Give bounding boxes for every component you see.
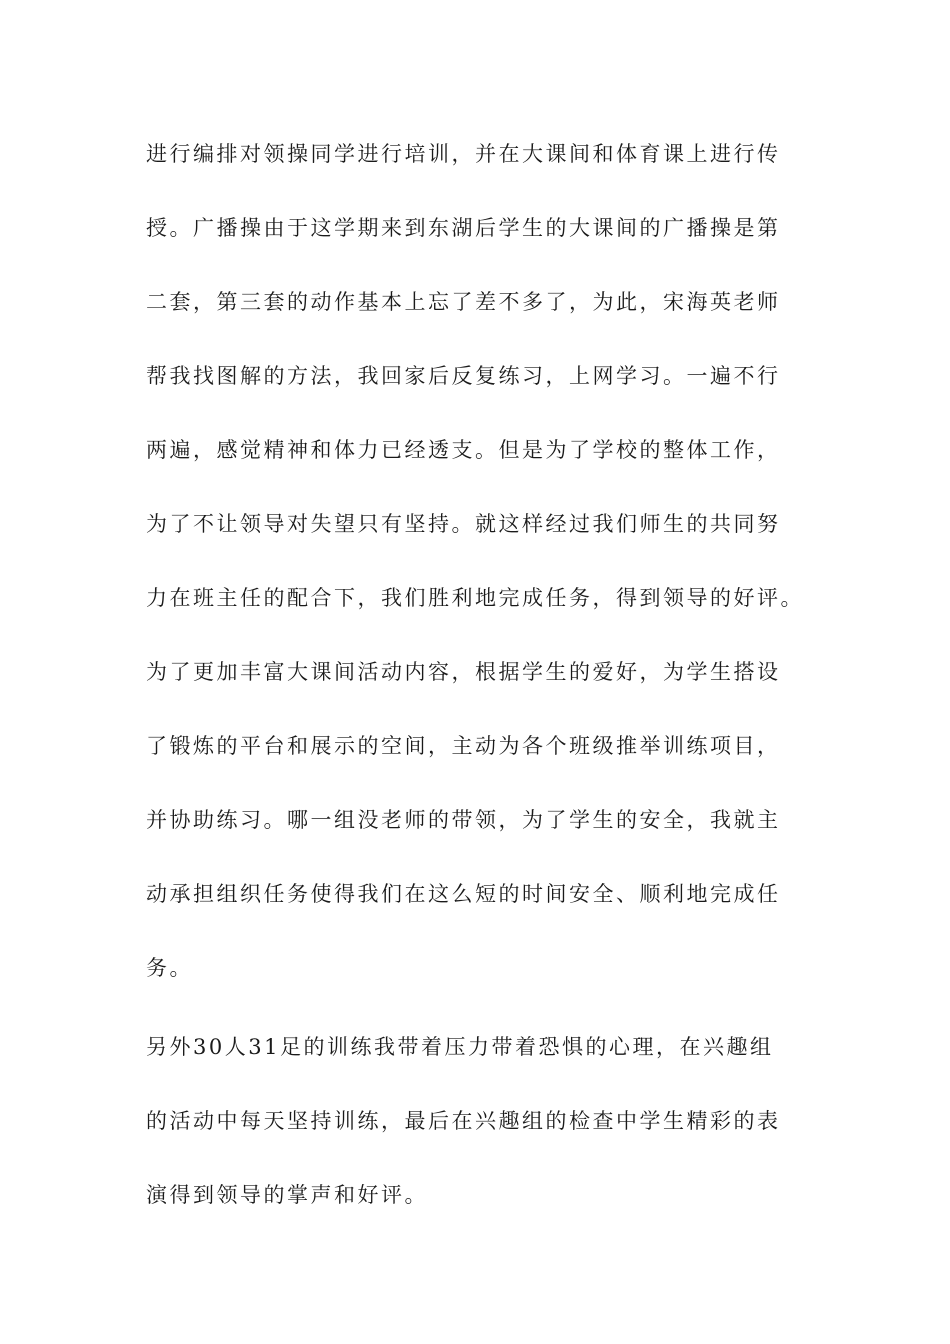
text-line: 两遍，感觉精神和体力已经透支。但是为了学校的整体工作， [146, 438, 781, 462]
text-line: 进行编排对领操同学进行培训，并在大课间和体育课上进行传 [146, 142, 781, 166]
paragraph-1 [146, 142, 806, 1030]
text-line: 的活动中每天坚持训练，最后在兴趣组的检查中学生精彩的表 [146, 1109, 781, 1133]
text-line: 演得到领导的掌声和好评。 [146, 1183, 428, 1207]
text-line: 并协助练习。哪一组没老师的带领，为了学生的安全，我就主 [146, 808, 781, 832]
text-line: 务。 [146, 956, 193, 980]
text-line: 为了不让领导对失望只有坚持。就这样经过我们师生的共同努 [146, 512, 781, 536]
paragraph-2 [146, 1035, 806, 1257]
text-line: 二套，第三套的动作基本上忘了差不多了，为此，宋海英老师 [146, 290, 781, 314]
text-line: 帮我找图解的方法，我回家后反复练习，上网学习。一遍不行 [146, 364, 781, 388]
text-line: 动承担组织任务使得我们在这么短的时间安全、顺利地完成任 [146, 882, 781, 906]
text-line: 另外30人31足的训练我带着压力带着恐惧的心理，在兴趣组 [146, 1035, 774, 1059]
text-line: 力在班主任的配合下，我们胜利地完成任务，得到领导的好评。 [146, 586, 804, 610]
text-line: 授。广播操由于这学期来到东湖后学生的大课间的广播操是第 [146, 216, 781, 240]
text-line: 为了更加丰富大课间活动内容，根据学生的爱好，为学生搭设 [146, 660, 781, 684]
text-line: 了锻炼的平台和展示的空间，主动为各个班级推举训练项目， [146, 734, 781, 758]
